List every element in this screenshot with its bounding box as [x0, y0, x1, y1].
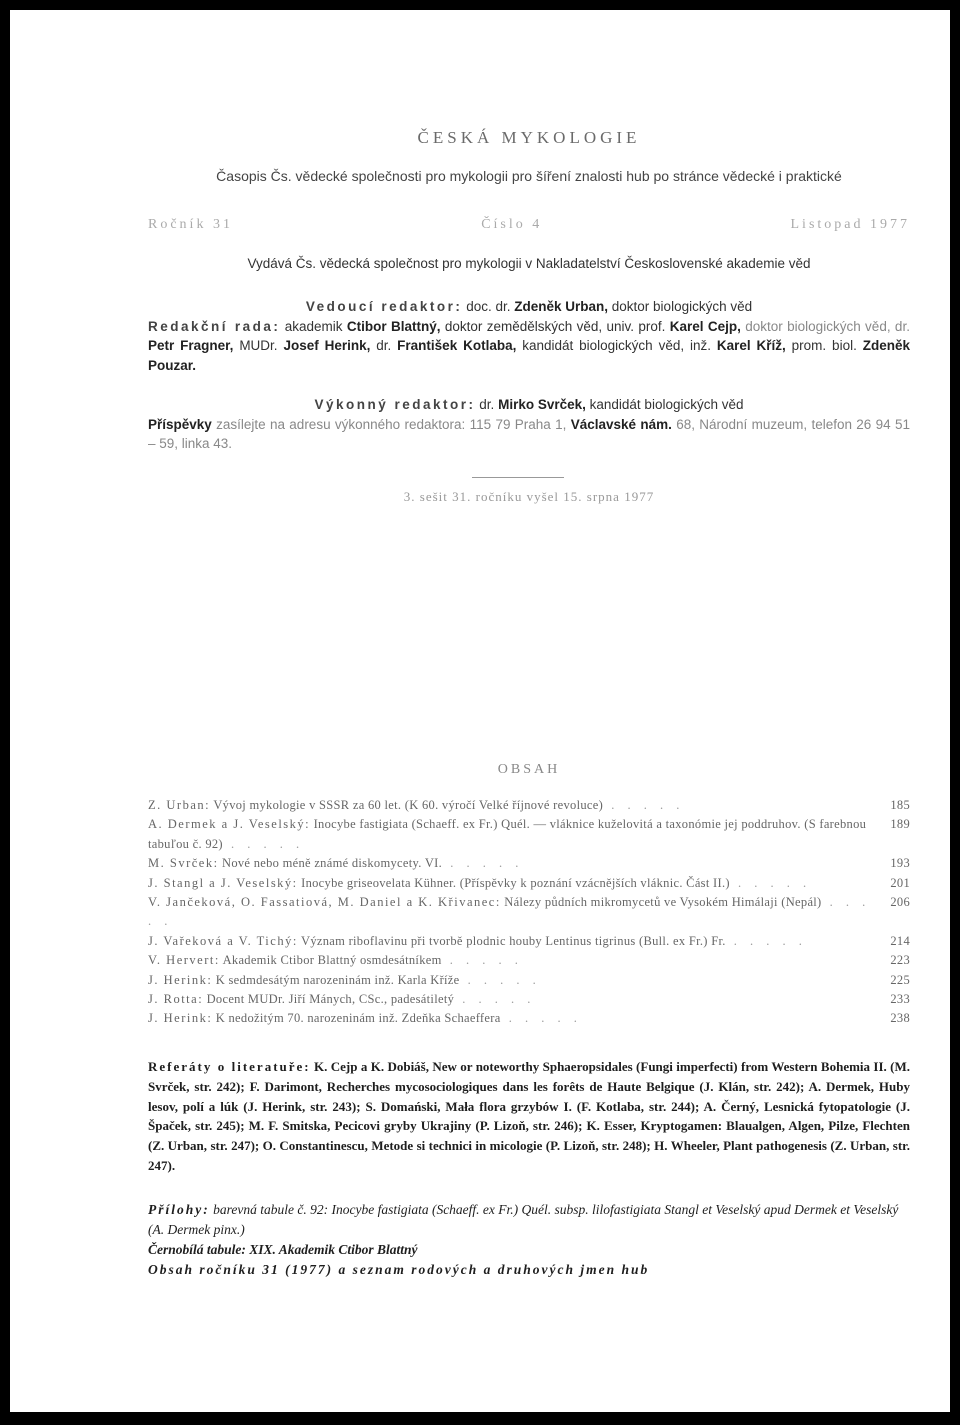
toc-leader-dots: . . . . .: [148, 895, 871, 929]
toc-entry: [148, 854, 910, 873]
executive-label: Výkonný redaktor:: [314, 397, 476, 412]
toc-author: A. Dermek a J. Veselský:: [148, 817, 311, 832]
toc-author: J. Herink:: [148, 972, 213, 987]
toc-entry: [148, 874, 910, 893]
printed-note: 3. sešit 31. ročníku vyšel 15. srpna 1977: [403, 489, 655, 504]
publisher: Vydává Čs. vědecká společnost pro mykologii v Nakladatelství Československé akademie věd: [247, 256, 811, 271]
volume: Ročník 31: [148, 217, 233, 232]
supplements-section: [148, 1200, 910, 1280]
toc-page: 225: [890, 972, 910, 987]
executive-editor-line: Výkonný redaktor: dr. Mirko Svrček, kandidát biologických věd: [314, 397, 744, 412]
issue-date: Listopad 1977: [790, 217, 910, 232]
page: [10, 10, 950, 1412]
bw-plate-text: XIX. Akademik Ctibor Blattný: [249, 1242, 418, 1257]
toc-author: J. Vařeková a V. Tichý:: [148, 933, 298, 948]
editor-line: Vedoucí redaktor: doc. dr. Zdeněk Urban, doktor biologických věd: [305, 299, 753, 314]
toc-title: K sedmdesátým narozeninám inž. Karla Kříže: [215, 972, 460, 987]
toc-entry: [148, 796, 910, 815]
toc-leader-dots: . . . . .: [441, 953, 523, 968]
references-text: K. Cejp a K. Dobiáš, New or noteworthy Sphaeropsidales (Fungi imperfecti) from Western Bohemia II. (M. Svrček, str. 242); F. Darimont, Recherches mycosociologiques dans les forêts de Haute Belgique (J. Klán, str. 242); A. Dermek, Huby lesov, polí a lúk (J. Herink, str. 243); S. Domański, Mała flora grzybów I. (F. Kotlaba, str. 244); A. Černý, Lesnická fytopatologie (J. Špaček, str. 245); M. F. Smitska, Pecicovi gryby Ukrajiny (P. Lizoň, str. 246); K. Esser, Kryptogamen: Blaualgen, Algen, Pilze, Flechten (Z. Urban, str. 247); O. Constantinescu, Metode si technici in micologie (P. Lizoň, str. 248); H. Wheeler, Plant pathogenesis (Z. Urban, str. 247).: [148, 1059, 910, 1173]
toc-title: Vývoj mykologie v SSSR za 60 let. (K 60. výročí Velké říjnové revoluce): [213, 798, 604, 812]
toc-author: M. Svrček:: [148, 856, 219, 871]
volume-contents: Obsah ročníku 31 (1977) a seznam rodových a druhových jmen hub: [148, 1262, 650, 1277]
journal-title: ČESKÁ MYKOLOGIE: [417, 128, 641, 147]
issue-number: Číslo 4: [481, 217, 543, 232]
toc-leader-dots: . . . . .: [603, 798, 685, 812]
toc-title: Nové nebo méně známé diskomycety. VI.: [222, 856, 443, 871]
issue-info: [148, 217, 910, 233]
contents-heading: OBSAH: [497, 762, 561, 777]
toc-page: 233: [890, 992, 910, 1007]
divider: [472, 477, 564, 478]
toc-entry: [148, 815, 910, 854]
toc-title: Inocybe fastigiata (Schaeff. ex Fr.) Quél. — vláknice kuželovitá a taxonómie jej poddruhov. (S farebnou tabuľou č. 92): [148, 817, 867, 851]
executive-name: Mirko Svrček,: [498, 397, 586, 412]
toc-leader-dots: . . . . .: [454, 992, 536, 1007]
table-of-contents: [148, 796, 910, 1029]
toc-leader-dots: . . . . .: [729, 875, 812, 890]
toc-author: J. Herink:: [148, 1011, 213, 1026]
toc-entry: [148, 893, 910, 932]
toc-leader-dots: . . . . .: [725, 933, 807, 948]
toc-page: 193: [890, 856, 910, 871]
supplements-text: barevná tabule č. 92: Inocybe fastigiata (Schaeff. ex Fr.) Quél. subsp. lilofastigiata Stangl et Veselský apud Dermek et Veselský (A. Dermek pinx.): [148, 1202, 899, 1237]
toc-author: J. Rotta:: [148, 992, 204, 1007]
toc-title: Akademik Ctibor Blattný osmdesátníkem: [222, 953, 442, 968]
references: [148, 1057, 910, 1176]
editor-name: Zdeněk Urban,: [514, 299, 609, 314]
toc-author: V. Hervert:: [148, 953, 220, 968]
toc-entry: [148, 990, 910, 1009]
toc-author: V. Jančeková, O. Fassatiová, M. Daniel a K. Křivanec:: [148, 895, 501, 910]
toc-page: 223: [890, 953, 910, 968]
journal-subtitle: Časopis Čs. vědecké společnosti pro mykologii pro šíření znalosti hub po stránce vědecké i praktické: [216, 168, 842, 184]
toc-title: Docent MUDr. Jiří Mánych, CSc., padesátiletý: [206, 992, 455, 1007]
editorial-info: [148, 297, 910, 375]
toc-page: 201: [890, 875, 910, 890]
toc-entry: [148, 951, 910, 970]
toc-leader-dots: . . . . .: [500, 1011, 582, 1026]
toc-page: 238: [890, 1011, 910, 1026]
toc-leader-dots: . . . . .: [222, 836, 305, 851]
toc-title: Inocybe griseovelata Kühner. (Příspěvky k poznání vzácnějších vláknic. Část II.): [301, 875, 730, 890]
toc-entry: [148, 1009, 910, 1028]
board-label: Redakční rada:: [148, 318, 281, 334]
bw-plate-label: Černobílá tabule:: [148, 1242, 246, 1257]
toc-page: 185: [890, 798, 910, 812]
toc-page: 189: [890, 817, 910, 832]
supplements-line: [148, 1200, 910, 1240]
contributions-line: Příspěvky zasílejte na adresu výkonného redaktora: 115 79 Praha 1, Václavské nám. 68, Národní muzeum, telefon 26 94 51 – 59, linka 43.: [148, 416, 910, 452]
toc-leader-dots: . . . . .: [442, 856, 524, 871]
toc-title: Význam riboflavinu při tvorbě plodnic houby Lentinus tigrinus (Bull. ex Fr.) Fr.: [301, 933, 726, 948]
references-label: Referáty o literatuře:: [148, 1059, 311, 1074]
toc-author: J. Stangl a J. Veselský:: [148, 875, 298, 890]
toc-page: 206: [890, 895, 910, 910]
toc-author: Z. Urban:: [148, 798, 211, 812]
bw-plate-line: [148, 1240, 910, 1260]
executive-info: [148, 395, 910, 454]
toc-entry: [148, 971, 910, 990]
editorial-board: Redakční rada: akademik Ctibor Blattný, doktor zemědělských věd, univ. prof. Karel Cejp, doktor biologických věd, dr. Petr Fragner, MUDr. Josef Herink, dr. František Kotlaba, kandidát biologických věd, inž. Karel Kříž, prom. biol. Zdeněk Pouzar.: [148, 318, 910, 373]
toc-leader-dots: . . . . .: [459, 972, 541, 987]
toc-title: K nedožitým 70. narozeninám inž. Zdeňka Schaeffera: [215, 1011, 501, 1026]
toc-entry: [148, 932, 910, 951]
supplements-label: Přílohy:: [148, 1202, 210, 1217]
toc-page: 214: [890, 933, 910, 948]
editor-label: Vedoucí redaktor:: [305, 299, 463, 314]
toc-title: Nálezy půdních mikromycetů ve Vysokém Himálaji (Nepál): [504, 895, 822, 910]
